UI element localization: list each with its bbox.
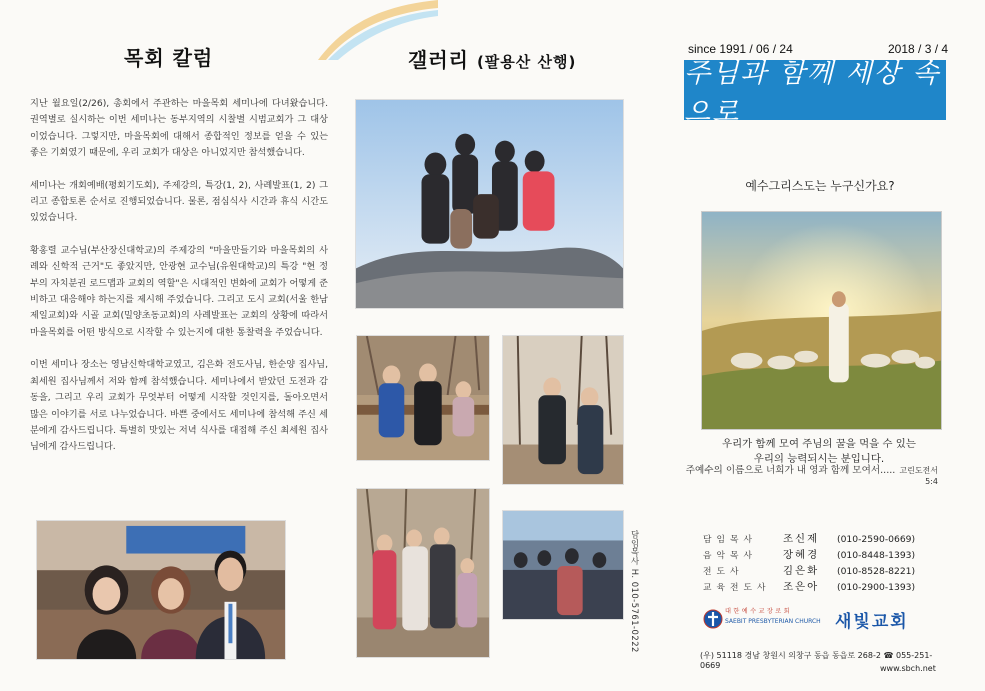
- staff-row: [703, 562, 953, 578]
- column-paragraph: 지난 월요일(2/26), 총회에서 주관하는 마을목회 세미나에 다녀왔습니다. 권역별로 실시하는 이번 세미나는 동부지역의 시찰별 시범교회가 그 대상이었습니다. 그렇지만, 마을목회에 대해서 종합적인 정보를 얻을 수 있는 좋은 기회였기 때문에, 우리 교회가 대상은 아니었지만 참석했습니다.: [30, 98, 328, 159]
- gallery-photo-trail: [502, 335, 624, 485]
- staff-role: 담임목사: [703, 535, 757, 545]
- staff-role: 음악목사: [703, 551, 757, 561]
- gallery-subtitle: (팔용산 산행): [476, 53, 577, 71]
- caption-line-2: 우리의 능력되시는 분입니다.: [753, 453, 885, 465]
- denomination-text: 대한예수교장로회: [725, 608, 793, 615]
- column-title: 목회 칼럼: [124, 46, 214, 70]
- staff-name: 장혜경: [783, 549, 820, 561]
- church-address: (우) 51118 경남 창원시 의창구 동읍 동읍로 268-2 ☎ 055-251-0669: [700, 651, 933, 670]
- staff-name: 조은아: [783, 581, 820, 593]
- column-text: [30, 96, 328, 472]
- staff-role: 교육전도사: [703, 583, 771, 593]
- column-paragraph: 이번 세미나 장소는 영남신학대학교였고, 김은화 전도사님, 한순양 집사님, 최세원 집사님께서 저와 함께 참석했습니다. 세미나에서 받았던 도전과 감동을, 그리고 우리 교회가 무엇부터 어떻게 시작할 것인지를, 돌아오면서 많은 이야기를 서로 나누었습니다. 바쁜 중에서도 세미나에 참석해 주신 세 분에게 감사드립니다. 특별히 맛있는 저녁 식사를 대접해 주신 최세원 집사님에게 감사드립니다.: [30, 359, 328, 453]
- column-paragraph: 세미나는 개회예배(평회기도회), 주제강의, 특강(1, 2), 사례발표(1, 2) 그리고 종합토론 순서로 진행되었습니다. 물론, 점심식사 시간과 휴식 시간도 있었습니다.: [30, 179, 328, 224]
- since-date: since 1991 / 06 / 24: [688, 42, 793, 56]
- gallery-photo-dinner: [502, 510, 624, 620]
- vertical-contact-note: 담임목사 H. 010-5761-0222: [630, 530, 640, 653]
- staff-phone: (010-2590-0669): [837, 534, 916, 545]
- gallery-title-text: 갤러리: [408, 48, 469, 72]
- church-english-name: SAEBIT PRESBYTERIAN CHURCH: [725, 618, 821, 625]
- church-website-link[interactable]: www.sbch.net: [880, 664, 936, 673]
- seminar-photo: [36, 520, 286, 660]
- church-identity: [703, 606, 953, 632]
- staff-role: 전도사: [703, 567, 744, 577]
- caption-line-1: 우리가 함께 모여 주님의 꿀을 먹을 수 있는: [722, 438, 916, 450]
- staff-name: 김은화: [783, 565, 820, 577]
- staff-phone: (010-2900-1393): [837, 582, 916, 593]
- gallery-title: [408, 44, 576, 73]
- staff-row: [703, 530, 953, 546]
- banner-text: 주님과 함께 세상 속으로: [684, 58, 941, 128]
- title-banner: [684, 58, 946, 128]
- verse-reference: 고린도전서 5:4: [899, 466, 938, 486]
- staff-phone: (010-8528-8221): [837, 566, 916, 577]
- gallery-photo-summit: [355, 99, 624, 309]
- church-name: 새빛교회: [835, 612, 909, 632]
- issue-date: 2018 / 3 / 4: [888, 42, 949, 56]
- gallery-photo-group-bench: [356, 335, 490, 461]
- verse-text: 주예수의 이름으로 너희가 내 영과 함께 모여서.....: [685, 465, 896, 476]
- staff-row: [703, 578, 953, 594]
- jesus-shepherd-image: [701, 211, 942, 430]
- staff-name: 조신제: [783, 533, 820, 545]
- gallery-photo-women: [356, 488, 490, 658]
- bible-verse: [678, 462, 968, 487]
- staff-phone: (010-8448-1393): [837, 550, 916, 561]
- church-logo-icon: [703, 609, 723, 629]
- column-paragraph: 황홍렬 교수님(부산장신대학교)의 주제강의 "마을만들기와 마을목회의 사례와 신학적 근거"도 좋았지만, 안광현 교수님(유원대학교)의 특강 "현 정부의 자치분권 로드맵과 교회의 역할"은 시대적인 변화에 교회가 어떻게 준비하고 대응해야 하는지를 제시해 주었습니다. 그리고 도시 교회(서울 한남제일교회)와 시골 교회(밀양초동교회)의 사례발표는 교회의 상황에 따라서 마을목회를 어떤 방식으로 시작할 수 있는지에 대한 통찰력을 주었습니다.: [30, 244, 328, 338]
- staff-list: [703, 530, 953, 594]
- feature-question: 예수그리스도는 누구신가요?: [745, 179, 895, 193]
- staff-row: [703, 546, 953, 562]
